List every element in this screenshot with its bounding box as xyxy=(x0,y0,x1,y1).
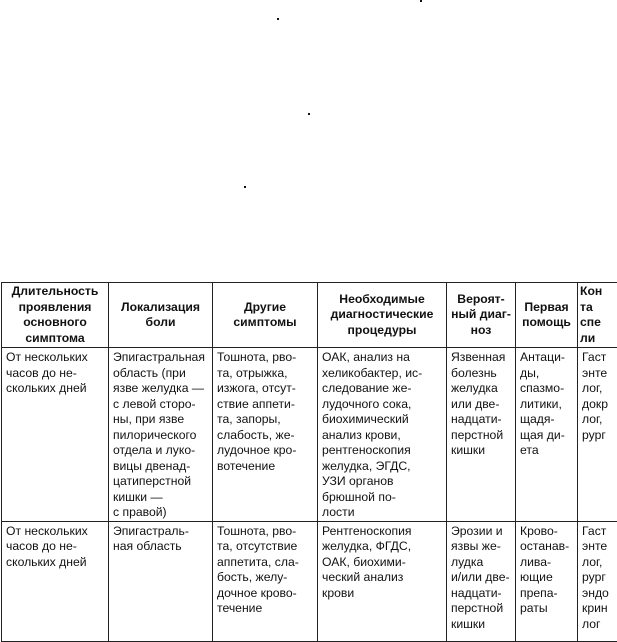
header-other-symptoms: Другие симптомы xyxy=(213,283,318,348)
diagnosis-table xyxy=(1,282,617,642)
cell-probable-diagnosis: Язвенная болезнь желудка или две- надцати- перстной кишки xyxy=(447,348,516,522)
table-row xyxy=(2,521,617,641)
header-probable-diagnosis: Вероят- ный диаг- ноз xyxy=(447,283,516,348)
table-row xyxy=(2,348,617,522)
scan-dot-2 xyxy=(420,0,422,2)
cell-first-aid: Антаци- ды, спазмо- литики, щадя- щая ди- ета xyxy=(516,348,578,522)
cell-probable-diagnosis: Эрозии и язвы же- лудка и/или две- надцати- перстной кишки xyxy=(447,521,516,641)
header-first-aid: Первая помощь xyxy=(516,283,578,348)
header-duration: Длительность проявления основного симптома xyxy=(2,283,109,348)
scan-dot-1 xyxy=(277,18,279,20)
header-diagnostic-procedures: Необходимые диагностические процедуры xyxy=(318,283,447,348)
scan-dot-3 xyxy=(308,113,310,115)
scan-dot-4 xyxy=(244,186,246,188)
cell-other-symptoms: Тошнота, рво- та, отрыжка, изжога, отсут- ствие аппети- та, запоры, слабость, же- лудочное кро- вотечение xyxy=(213,348,318,522)
cell-specialist-consult: Гаст энте лог, рург эндо крин лог xyxy=(578,521,617,641)
cell-diagnostic-procedures: Рентгеноскопия желудка, ФГДС, ОАК, биохими- ческий анализ крови xyxy=(318,521,447,641)
table-header-row xyxy=(2,283,617,348)
cell-diagnostic-procedures: ОАК, анализ на хеликобактер, ис- следование же- лудочного сока, биохимический анализ крови, рентгеноскопия желудка, ЭГДС, УЗИ органов брюшной по- лости xyxy=(318,348,447,522)
cell-duration: От нескольких часов до не- скольких дней xyxy=(2,348,109,522)
header-pain-location: Локализация боли xyxy=(109,283,213,348)
cell-specialist-consult: Гаст энте лог, докр лог, рург xyxy=(578,348,617,522)
cell-first-aid: Крово- останав- лива- ющие препа- раты xyxy=(516,521,578,641)
diagnosis-table-container xyxy=(1,282,617,642)
cell-other-symptoms: Тошнота, рво- та, отсутствие аппетита, сла- бость, желу- дочное крово- течение xyxy=(213,521,318,641)
cell-duration: От нескольких часов до не- скольких дней xyxy=(2,521,109,641)
cell-pain-location: Эпигастральная область (при язве желудка — с левой сторо- ны, при язве пилорического отдела и луко- вицы двенад- цатиперстной кишки — с правой) xyxy=(109,348,213,522)
header-specialist-consult: Кон та спе ли xyxy=(578,283,617,348)
cell-pain-location: Эпигастраль- ная область xyxy=(109,521,213,641)
